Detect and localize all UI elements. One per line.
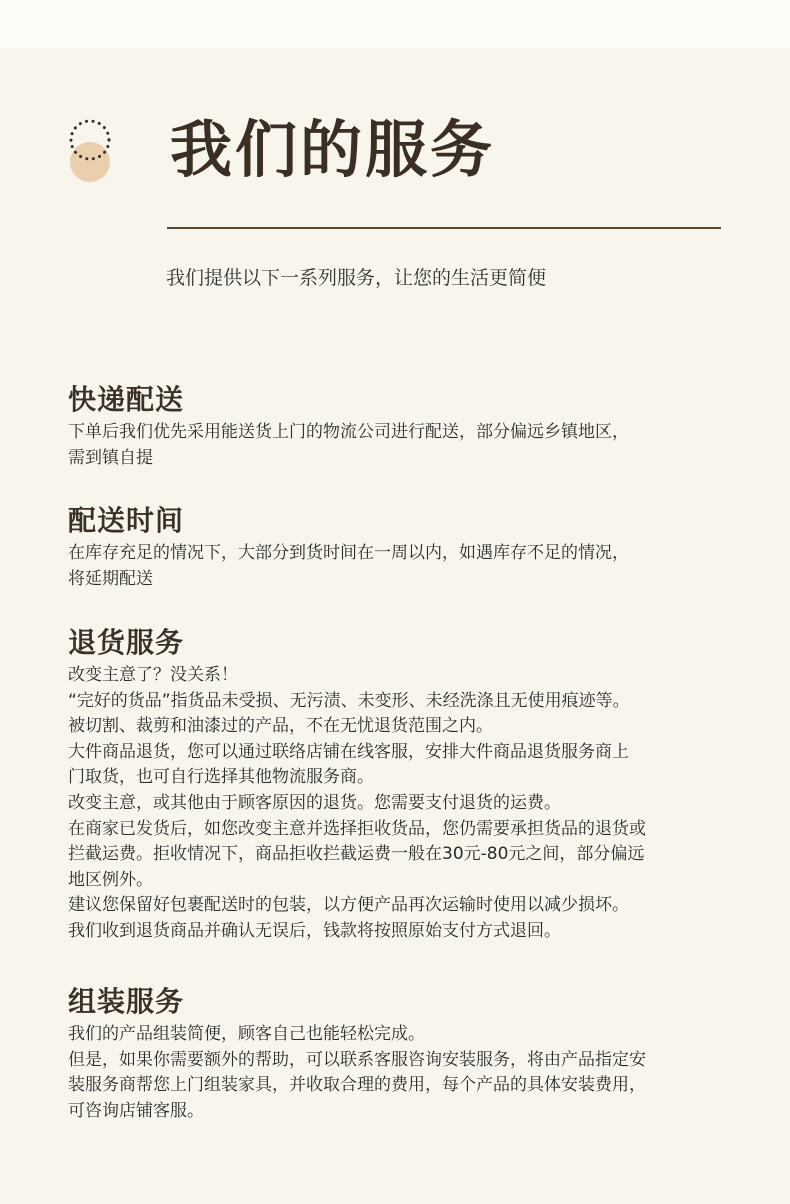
dotted-circle-icon <box>66 118 114 184</box>
section-line: 将延期配送 <box>68 568 153 589</box>
section-returns <box>68 623 728 945</box>
section-assembly <box>68 982 728 1124</box>
top-strip <box>0 0 790 48</box>
section-line: 我们收到退货商品并确认无误后，钱款将按照原始支付方式退回。 <box>68 920 561 941</box>
section-heading: 退货服务 <box>68 626 185 659</box>
section-delivery-time <box>68 501 728 592</box>
section-line: 大件商品退货，您可以通过联络店铺在线客服，安排大件商品退货服务商上 <box>68 741 629 762</box>
section-line: “完好的货品”指货品未受损、无污渍、未变形、未经洗涤且无使用痕迹等。 <box>68 690 630 711</box>
title-divider <box>167 227 721 229</box>
section-line: 改变主意，或其他由于顾客原因的退货。您需要支付退货的运费。 <box>68 792 561 813</box>
section-line: 我们的产品组装简便，顾客自己也能轻松完成。 <box>68 1024 425 1044</box>
section-line: 建议您保留好包裹配送时的包装，以方便产品再次运输时使用以减少损坏。 <box>68 895 629 916</box>
section-line: 下单后我们优先采用能送货上门的物流公司进行配送，部分偏远乡镇地区， <box>68 422 629 442</box>
page-subtitle: 我们提供以下一系列服务，让您的生活更简便 <box>166 267 547 289</box>
section-heading: 配送时间 <box>68 504 185 537</box>
section-line: 在库存充足的情况下，大部分到货时间在一周以内，如遇库存不足的情况， <box>68 543 629 563</box>
section-line: 装服务商帮您上门组装家具，并收取合理的费用，每个产品的具体安装费用， <box>68 1075 646 1096</box>
section-line: 被切割、裁剪和油漆过的产品，不在无忧退货范围之内。 <box>68 716 493 737</box>
section-heading: 快递配送 <box>68 383 185 416</box>
section-line: 地区例外。 <box>68 869 153 890</box>
section-heading: 组装服务 <box>68 985 185 1018</box>
section-line: 在商家已发货后，如您改变主意并选择拒收货品，您仍需要承担货品的退货或 <box>68 818 646 839</box>
section-line: 改变主意了？没关系！ <box>68 665 238 685</box>
section-line: 可咨询店铺客服。 <box>68 1100 204 1121</box>
section-delivery <box>68 380 728 471</box>
section-line: 拦截运费。拒收情况下，商品拒收拦截运费一般在30元-80元之间，部分偏远 <box>68 844 645 865</box>
section-line: 但是，如果你需要额外的帮助，可以联系客服咨询安装服务，将由产品指定安 <box>68 1049 646 1070</box>
section-line: 门取货，也可自行选择其他物流服务商。 <box>68 767 374 788</box>
page-title: 我们的服务 <box>170 113 496 186</box>
section-line: 需到镇自提 <box>68 447 153 468</box>
